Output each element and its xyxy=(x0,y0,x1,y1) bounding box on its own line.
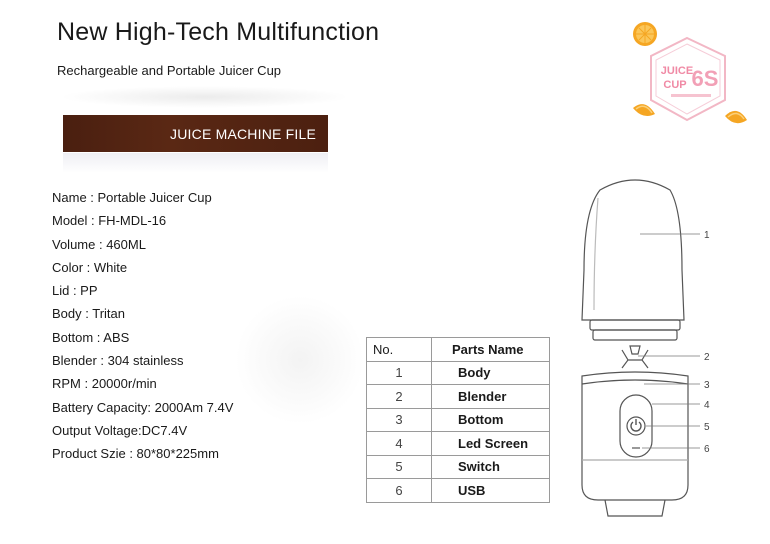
logo-text-juice: JUICE xyxy=(660,65,694,77)
subtitle-shadow xyxy=(60,86,350,108)
spec-list xyxy=(52,188,233,468)
column-header-name: Parts Name xyxy=(432,338,550,362)
cell-name: USB xyxy=(432,479,550,503)
cup-neck-ring xyxy=(590,320,680,330)
spec-item: Output Voltage:DC7.4V xyxy=(52,422,188,438)
cell-no: 6 xyxy=(367,479,432,503)
banner-reflection xyxy=(63,153,328,173)
callout-label: 6 xyxy=(704,444,710,455)
section-banner-label: JUICE MACHINE FILE xyxy=(170,125,316,142)
spec-item: Blender : 304 stainless xyxy=(52,353,184,369)
parts-table-container xyxy=(366,337,550,503)
blender-blades xyxy=(622,350,648,368)
spec-item: Name : Portable Juicer Cup xyxy=(52,190,212,205)
base-rim xyxy=(582,380,688,384)
spec-item: Body : Tritan xyxy=(52,306,125,322)
blender-hub xyxy=(630,346,640,354)
cell-name: Led Screen xyxy=(432,432,550,456)
cup-body-highlight xyxy=(594,198,598,310)
callout-label: 5 xyxy=(704,422,710,433)
page-subtitle: Rechargeable and Portable Juicer Cup xyxy=(57,63,282,78)
spec-item: Product Szie : 80*80*225mm xyxy=(52,446,219,462)
parts-table xyxy=(366,337,550,503)
section-banner xyxy=(63,115,328,152)
callout-label: 3 xyxy=(704,380,710,391)
cup-neck-ring xyxy=(593,330,677,340)
table-row xyxy=(367,361,550,385)
cell-name: Body xyxy=(432,361,550,385)
juicer-diagram xyxy=(560,170,760,530)
page-title: New High-Tech Multifunction xyxy=(57,18,380,46)
base-outline xyxy=(582,372,688,500)
cell-no: 4 xyxy=(367,432,432,456)
spec-item: Lid : PP xyxy=(52,283,98,299)
orange-wedge-icon xyxy=(633,104,655,116)
cell-name: Switch xyxy=(432,455,550,479)
spec-item: RPM : 20000r/min xyxy=(52,376,157,392)
orange-slice-icon xyxy=(633,22,657,46)
spec-item: Battery Capacity: 2000Am 7.4V xyxy=(52,399,234,415)
callout-label: 1 xyxy=(704,230,710,241)
callout-label: 4 xyxy=(704,400,710,411)
base-foot xyxy=(605,500,665,516)
cell-no: 2 xyxy=(367,385,432,409)
spec-item: Volume : 460ML xyxy=(52,236,146,252)
table-row xyxy=(367,455,550,479)
table-row xyxy=(367,432,550,456)
spec-item: Color : White xyxy=(52,259,128,275)
orange-wedge-icon xyxy=(725,111,747,123)
brand-logo xyxy=(625,16,750,131)
column-header-no: No. xyxy=(367,338,432,362)
table-row xyxy=(367,385,550,409)
power-icon xyxy=(631,419,641,431)
background-glow xyxy=(235,295,365,425)
cell-no: 3 xyxy=(367,408,432,432)
cell-no: 1 xyxy=(367,361,432,385)
spec-item: Bottom : ABS xyxy=(52,329,130,345)
logo-text-6s: 6S xyxy=(691,66,719,91)
table-header-row xyxy=(367,338,550,362)
cell-name: Bottom xyxy=(432,408,550,432)
table-row xyxy=(367,408,550,432)
cell-no: 5 xyxy=(367,455,432,479)
spec-item: Model : FH-MDL-16 xyxy=(52,213,167,229)
logo-underline xyxy=(671,94,711,97)
logo-text-cup: CUP xyxy=(663,79,687,91)
callout-label: 2 xyxy=(704,352,710,363)
cell-name: Blender xyxy=(432,385,550,409)
table-row xyxy=(367,479,550,503)
